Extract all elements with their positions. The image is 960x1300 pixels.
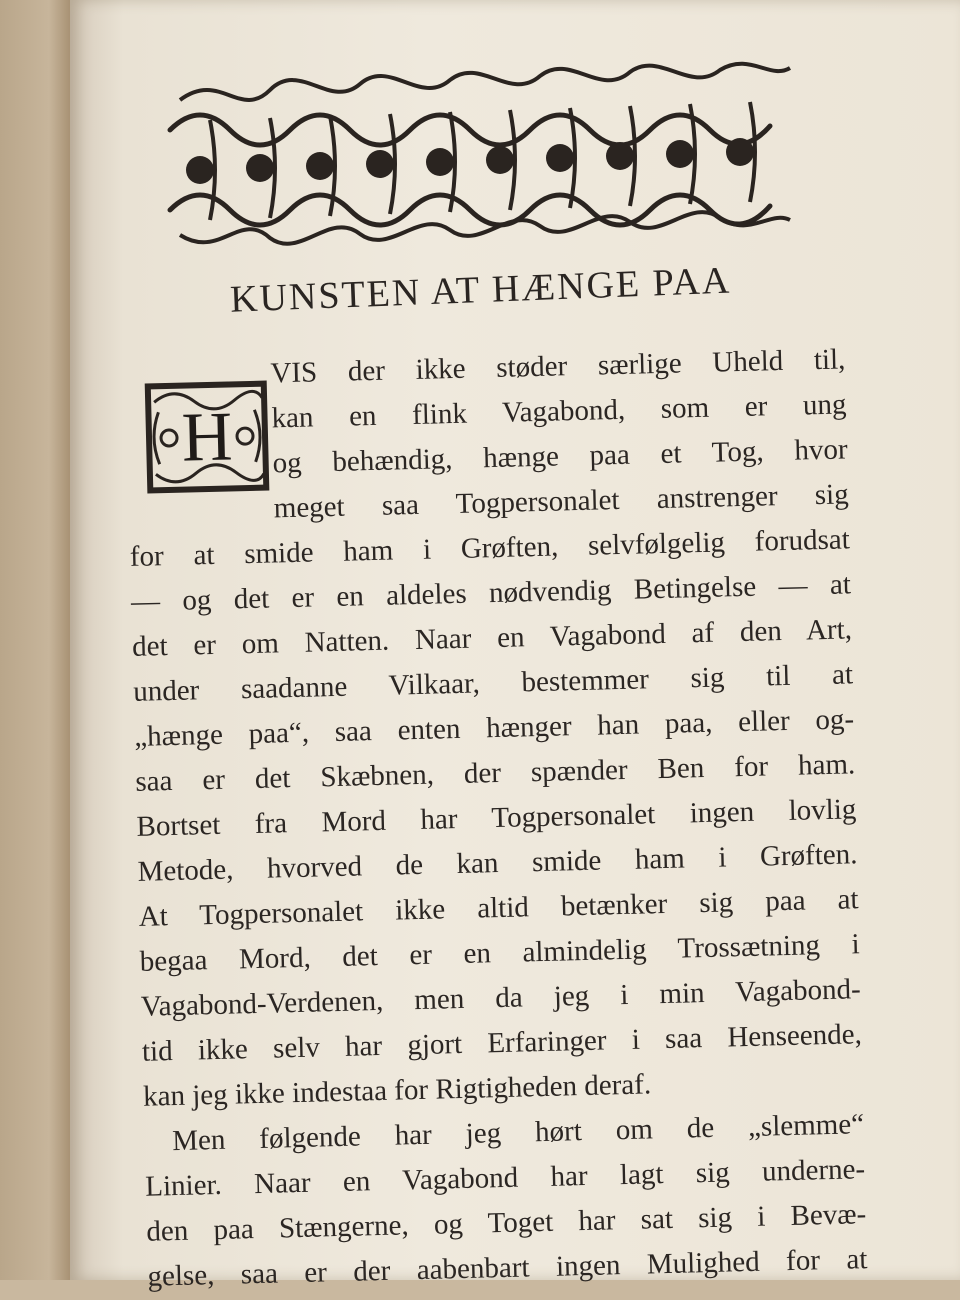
text-line: VIS der ikke støder særlige Uheld til, [270, 343, 846, 390]
text-line: under saadanne Vilkaar, bestemmer sig til at [132, 658, 854, 708]
text-line: meget saa Togpersonalet anstrenger sig [273, 478, 850, 525]
body-text [125, 337, 868, 1299]
text-line: „hænge paa“, saa enten hænger han paa, eller og- [133, 703, 855, 753]
text-line: tid ikke selv har gjort Erfaringer i saa Henseende, [141, 1018, 863, 1068]
text-line: Metode, hvorved de kan smide ham i Grøften. [137, 838, 858, 888]
text-line: Men følgende har jeg hørt om de „slemme“ [171, 1108, 865, 1158]
text-line: Linier. Naar en Vagabond har lagt sig underne- [144, 1153, 866, 1203]
text-line: — og det er en aldeles nødvendig Betingelse — at [130, 568, 852, 618]
chapter-title: KUNSTEN AT HÆNGE PAA [229, 259, 732, 321]
text-line: Vagabond-Verdenen, men da jeg i min Vagabond- [140, 973, 862, 1023]
text-line: Bortset fra Mord har Togpersonalet ingen lovlig [136, 793, 857, 843]
text-line: for at smide ham i Grøften, selvfølgelig forudsat [129, 523, 851, 573]
dropcap-ornament [144, 380, 271, 495]
text-line: gelse, saa er der aabenbart ingen Mulighed for at [147, 1243, 868, 1293]
dropcap-letter: H [180, 397, 234, 477]
text-line: saa er det Skæbnen, der spænder Ben for ham. [135, 748, 856, 798]
book-gutter [0, 0, 70, 1280]
text-line: det er om Natten. Naar en Vagabond af den Art, [131, 613, 853, 663]
text-line: begaa Mord, det er en almindelig Trossætning i [139, 928, 861, 978]
text-line: kan en flink Vagabond, som er ung [271, 388, 847, 435]
text-line: At Togpersonalet ikke altid betænker sig paa at [138, 883, 859, 933]
ornamental-headpiece [160, 60, 800, 260]
text-line: kan jeg ikke indestaa for Rigtigheden deraf. [142, 1068, 652, 1113]
text-line: den paa Stængerne, og Toget har sat sig i Bevæ- [146, 1198, 867, 1248]
text-line: og behændig, hænge paa et Tog, hvor [272, 433, 848, 480]
